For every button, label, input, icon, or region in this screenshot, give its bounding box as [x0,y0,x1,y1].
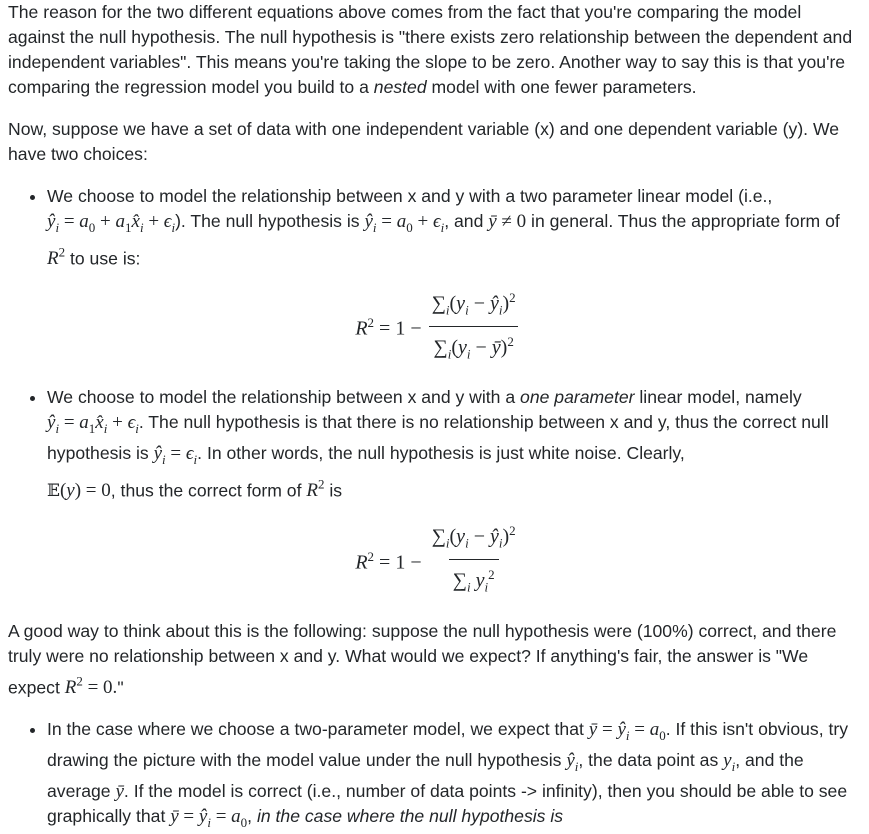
b2-math-r2: $R^2$ [306,477,325,502]
paragraph-two-choices: Now, suppose we have a set of data with one independent variable (x) and one dependent variable (y). We have two choices: [8,119,840,164]
choices-list [8,184,860,601]
paragraph-expectation [8,619,860,700]
p3-math-r2-zero: $R^2 = 0$. [64,673,118,698]
b1-text-1: We choose to model the relationship between x and y with a two parameter linear model (i.e., [47,186,773,206]
p3-text-a: A good way to think about this is the following: suppose the null hypothesis were (100%) correct, and there truly were no relationship between x and y. What would we expect? If anything's fair, the answer is "We expect [8,620,837,697]
b2-math-null: $ŷ_i = \epsilon_i$ [153,443,198,468]
case-two-parameter [47,717,860,834]
b3-math-ybar: ȳ [115,780,124,802]
b3-math-equal-2: ȳ = $ŷ_i = a_0$ [170,805,248,830]
b2-text-4: , thus the correct form of [110,480,302,501]
b1-text-4: in general. Thus the appropriate form of [531,211,840,231]
b2-text-5: is [329,480,343,501]
b2-one-parameter-emphasis: one parameter [520,387,635,408]
b1-math-model: $ŷ_i = a_0$ + $a_1x̂_i + \epsilon_i$ [47,211,176,235]
b3-text-3: , the data point as [578,749,719,770]
b3-math-equal: ȳ = $ŷ_i = a_0$ [588,719,666,743]
p1-nested-emphasis: nested [373,77,427,97]
b3-text-5: . If the model is correct (i.e., number of data points -> infinity), then you should be able to see graphically that [47,780,848,826]
b2-math-model: $ŷ_i$ = $a_1x̂_i + \epsilon_i$ [47,412,139,437]
b3-null-emphasis: in the case where the null hypothesis is [256,805,564,826]
p3-text-b: " [117,677,124,697]
b1-text-5: to use is: [70,248,141,269]
cases-list [8,717,860,834]
b1-math-null: $ŷ_i = a_0 + \epsilon_i$ [364,211,445,235]
b3-math-yhat: $ŷ_i$ [566,749,579,774]
choice-one-parameter [47,385,860,600]
p1-text-b: model with one fewer parameters. [426,77,697,97]
b1-math-ybar: ȳ ≠ 0 [488,211,527,232]
b2-text-2: . The null hypothesis is that there is no relationship between x and y, thus the correct null hypothesis is [47,412,829,464]
paragraph-null-hypothesis [8,0,860,100]
b1-text-2: ). The null hypothesis is [175,211,360,231]
b3-text-1: In the case where we choose a two-parameter model, we expect that [47,719,584,739]
choice-two-parameter [47,184,860,367]
b2-text-1: We choose to model the relationship between x and y with a [47,387,516,408]
b2-text-1b: linear model, namely [639,387,802,408]
b2-text-3: . In other words, the null hypothesis is just white noise. Clearly, [197,443,685,464]
equation-r2-one-parameter: $R^2 = 1$ − $\frac{\sum_i(y_i - ŷ_i)^2}{\sum_i y_i^2}$ [47,518,860,600]
b1-text-3: , and [444,211,484,231]
b3-math-yi: $y_i$ [723,749,736,774]
p1-text-a: The reason for the two different equations above comes from the fact that you're comparing the model against the null hypothesis. The null hypothesis is "there exists zero relationship between the dependent and independent variables". This means you're taking the slope to be zero. Another way to say this is that you're comparing the regression model you build to a [8,2,853,97]
b3-text-6: , [247,805,253,826]
b2-math-expectation: 𝔼(y) = 0 [47,480,111,502]
b3-text-2: . If this isn't obvious, try drawing the picture with the model value under the null hypothesis [47,719,849,770]
equation-r2-two-parameter: $R^2 = 1$ − $\frac{\sum_i(y_i - ŷ_i)^2}{\sum_i(y_i - ȳ)^2}$ [47,285,860,367]
b1-math-r2: $R^2$ [47,244,66,270]
b3-text-4: , and the average [47,749,804,801]
